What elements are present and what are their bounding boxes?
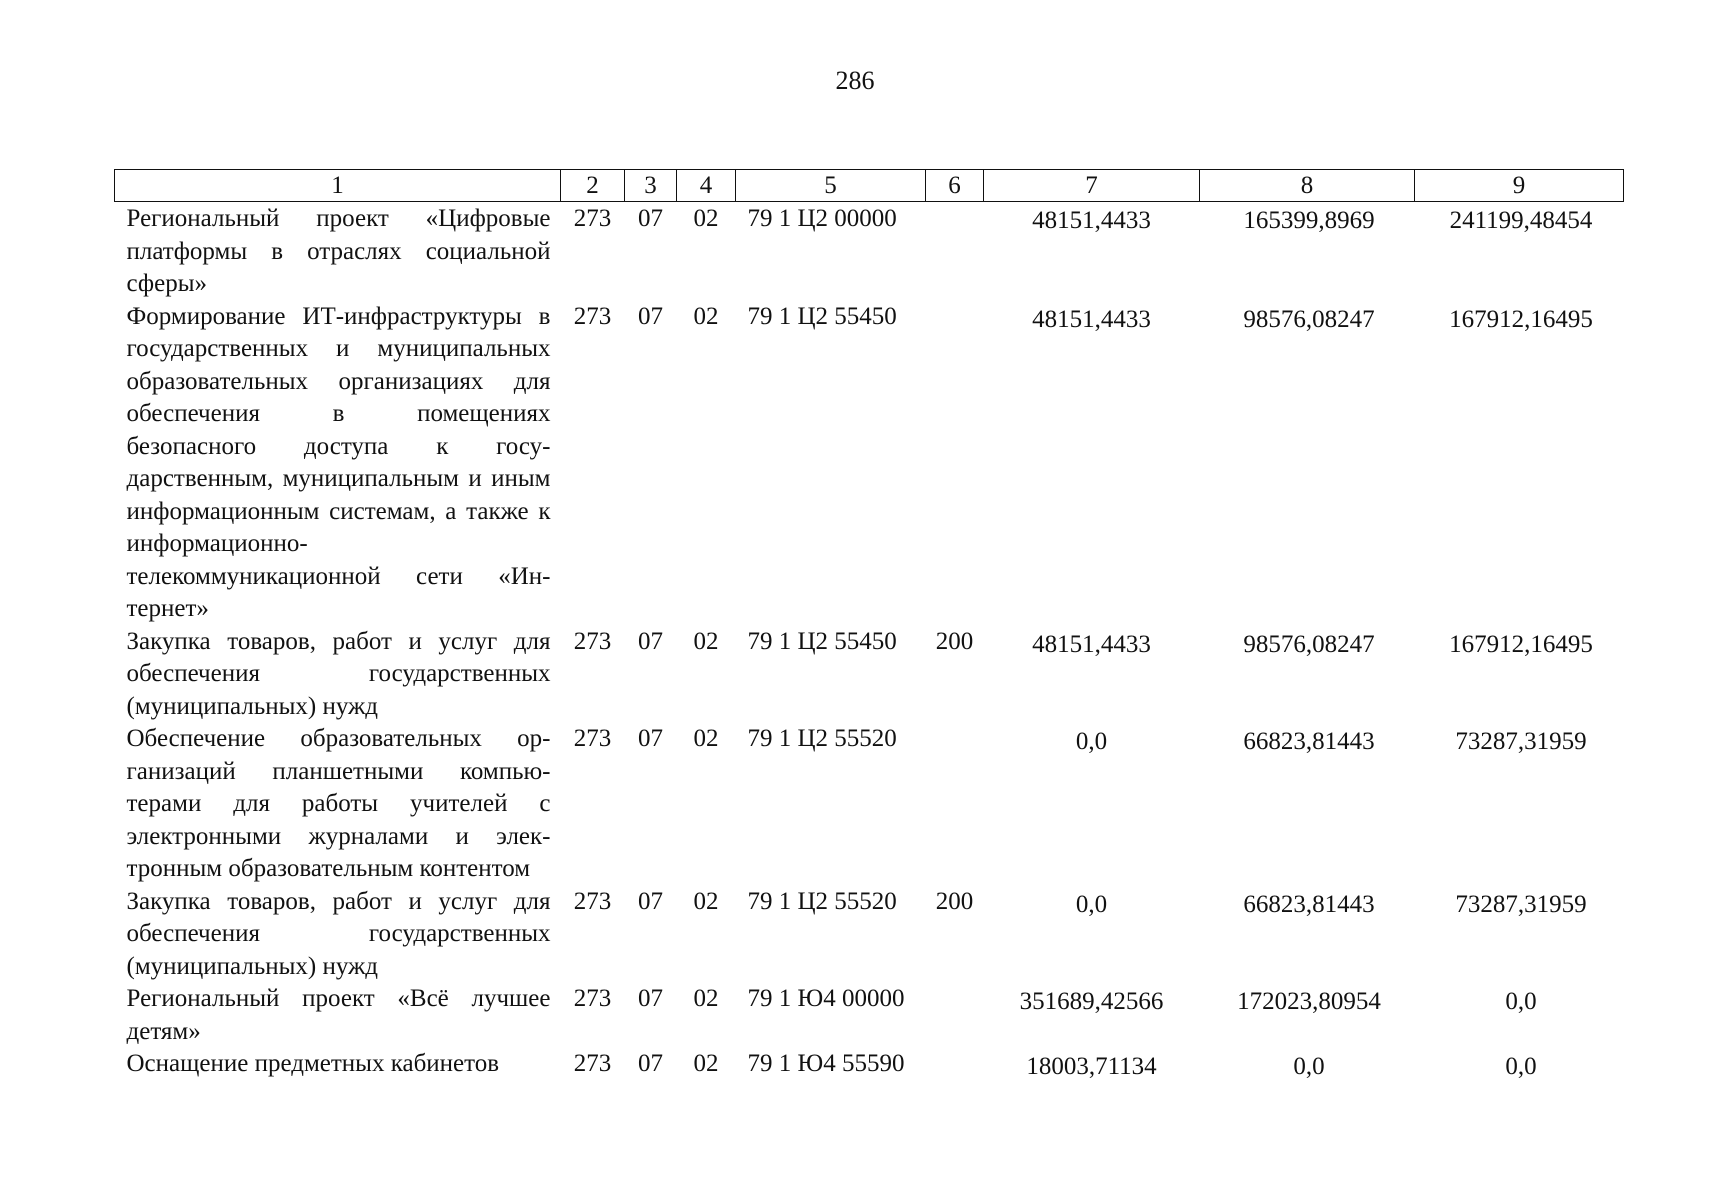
row-col-6 xyxy=(926,202,984,301)
row-col-6: 200 xyxy=(935,627,974,655)
row-col-9: 167912,16495 xyxy=(1449,305,1593,333)
row-col-7: 48151,4433 xyxy=(1032,305,1151,333)
column-header-4: 4 xyxy=(677,170,736,202)
row-col-4: 02 xyxy=(693,725,719,752)
row-col-6 xyxy=(926,301,984,626)
table-row xyxy=(115,202,1624,301)
column-header-8: 8 xyxy=(1200,170,1415,202)
row-col-8: 0,0 xyxy=(1293,1053,1325,1080)
row-col-2: 273 xyxy=(573,1050,612,1077)
page-number: 286 xyxy=(835,66,875,95)
row-name: Региональный проект «Цифровые платформы в отраслях социальной сферы» xyxy=(126,205,551,297)
row-col-6 xyxy=(926,1048,984,1084)
row-col-4: 02 xyxy=(693,302,719,330)
row-name: Закупка товаров, работ и услуг для обеспечения государственных (муниципальных) нужд xyxy=(126,887,551,980)
table-header-row xyxy=(115,170,1624,202)
row-col-4: 02 xyxy=(693,205,719,232)
row-col-7: 48151,4433 xyxy=(1032,630,1151,658)
row-col-3: 07 xyxy=(638,627,663,655)
row-col-9: 0,0 xyxy=(1505,1053,1537,1080)
row-col-5: 79 1 Ю4 55590 xyxy=(747,1050,905,1077)
row-name: Региональный проект «Всё лучшее детям» xyxy=(126,985,551,1045)
row-col-7: 48151,4433 xyxy=(1032,207,1151,234)
row-col-7: 18003,71134 xyxy=(1026,1053,1157,1080)
table-row xyxy=(115,301,1624,626)
table-row xyxy=(115,983,1624,1048)
row-col-4: 02 xyxy=(693,985,719,1012)
row-col-2: 273 xyxy=(573,887,612,915)
column-header-2: 2 xyxy=(561,170,625,202)
row-col-7: 351689,42566 xyxy=(1019,988,1164,1015)
column-header-9: 9 xyxy=(1415,170,1624,202)
row-col-8: 66823,81443 xyxy=(1243,728,1375,755)
row-col-6: 200 xyxy=(935,887,974,915)
budget-table xyxy=(114,169,1624,1084)
row-col-6 xyxy=(926,983,984,1048)
row-col-2: 273 xyxy=(573,627,612,655)
row-col-5: 79 1 Ю4 00000 xyxy=(747,985,905,1012)
row-col-2: 273 xyxy=(573,302,612,330)
row-col-3: 07 xyxy=(638,985,663,1012)
row-col-3: 07 xyxy=(638,725,663,752)
row-name: Обеспечение образовательных организаций планшетными компьютерами для работы учителей с электронными журналами и электронным образовательным контентом xyxy=(126,725,551,882)
table-row xyxy=(115,886,1624,984)
table-row xyxy=(115,626,1624,724)
row-col-8: 165399,8969 xyxy=(1243,207,1375,234)
row-col-5: 79 1 Ц2 55520 xyxy=(747,887,897,915)
row-col-5: 79 1 Ц2 55450 xyxy=(747,302,897,330)
row-col-2: 273 xyxy=(573,205,612,232)
row-col-2: 273 xyxy=(573,985,612,1012)
row-col-3: 07 xyxy=(638,302,663,330)
column-header-6: 6 xyxy=(926,170,984,202)
column-header-5: 5 xyxy=(736,170,926,202)
column-header-7: 7 xyxy=(984,170,1200,202)
row-col-6 xyxy=(926,723,984,886)
row-col-5: 79 1 Ц2 55520 xyxy=(747,725,897,752)
row-col-5: 79 1 Ц2 00000 xyxy=(747,205,897,232)
row-col-4: 02 xyxy=(693,887,719,915)
row-col-7: 0,0 xyxy=(1075,890,1108,918)
row-col-7: 0,0 xyxy=(1075,728,1108,755)
row-col-9: 0,0 xyxy=(1505,988,1537,1015)
table-row xyxy=(115,723,1624,886)
row-col-5: 79 1 Ц2 55450 xyxy=(747,627,897,655)
row-col-8: 172023,80954 xyxy=(1237,988,1381,1015)
row-col-8: 66823,81443 xyxy=(1243,890,1375,918)
row-col-9: 73287,31959 xyxy=(1455,890,1587,918)
row-name: Оснащение предметных кабинетов xyxy=(126,1050,500,1077)
row-col-8: 98576,08247 xyxy=(1243,630,1375,658)
row-col-3: 07 xyxy=(638,887,663,915)
row-name: Закупка товаров, работ и услуг для обеспечения государственных (муниципальных) нужд xyxy=(126,627,551,720)
row-col-2: 273 xyxy=(573,725,612,752)
row-name: Формирование ИТ-инфраструктуры в государственных и муниципальных образовательных организациях для обеспечения в помещениях безопасного доступа к государственным, муниципальным и иным информационным системам, а также к информационно-телекоммуникационной сети «Интернет» xyxy=(126,302,551,622)
row-col-4: 02 xyxy=(693,627,719,655)
column-header-1: 1 xyxy=(115,170,561,202)
table-row xyxy=(115,1048,1624,1084)
column-header-3: 3 xyxy=(625,170,677,202)
row-col-4: 02 xyxy=(693,1050,719,1077)
row-col-3: 07 xyxy=(638,205,663,232)
row-col-9: 73287,31959 xyxy=(1455,728,1587,755)
row-col-9: 241199,48454 xyxy=(1449,207,1593,234)
row-col-3: 07 xyxy=(638,1050,663,1077)
row-col-8: 98576,08247 xyxy=(1243,305,1375,333)
row-col-9: 167912,16495 xyxy=(1449,630,1593,658)
